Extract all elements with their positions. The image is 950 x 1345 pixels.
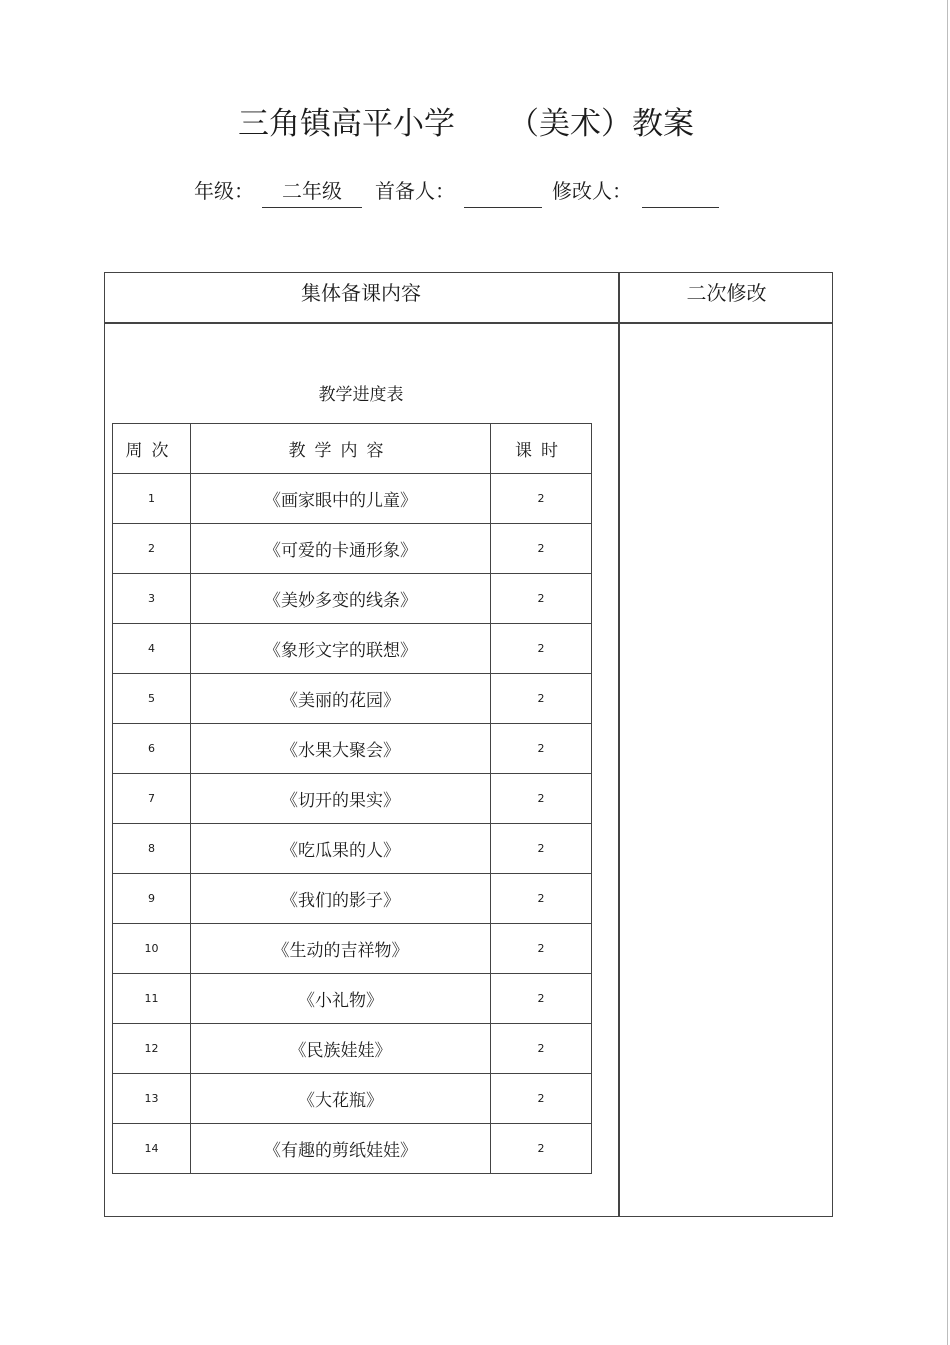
hours-cell: 2 — [491, 674, 592, 724]
frame-header-divider — [104, 322, 833, 324]
hours-cell: 2 — [491, 774, 592, 824]
week-cell: 6 — [113, 724, 191, 774]
week-cell: 4 — [113, 624, 191, 674]
schedule-title: 教学进度表 — [318, 385, 404, 405]
title-subject: （美术）教案 — [508, 106, 694, 142]
table-row — [113, 874, 592, 924]
hours-cell: 2 — [491, 874, 592, 924]
content-cell: 《画家眼中的儿童》 — [191, 474, 491, 524]
table-row — [113, 474, 592, 524]
second-revision-header: 二次修改 — [686, 281, 767, 305]
table-row — [113, 1124, 592, 1174]
frame-column-divider — [618, 272, 620, 1217]
content-cell: 《美妙多变的线条》 — [191, 574, 491, 624]
content-cell: 《水果大聚会》 — [191, 724, 491, 774]
content-cell: 《生动的吉祥物》 — [191, 924, 491, 974]
info-line — [0, 176, 950, 208]
hours-cell: 2 — [491, 824, 592, 874]
title-school: 三角镇高平小学 — [238, 106, 455, 142]
content-cell: 《民族娃娃》 — [191, 1024, 491, 1074]
schedule-table — [112, 423, 592, 1174]
header-content: 教学内容 — [191, 424, 491, 474]
content-cell: 《有趣的剪纸娃娃》 — [191, 1124, 491, 1174]
week-cell: 11 — [113, 974, 191, 1024]
grade-value[interactable]: 二年级 — [262, 176, 362, 208]
header-week: 周次 — [113, 424, 191, 474]
content-cell: 《切开的果实》 — [191, 774, 491, 824]
content-cell: 《大花瓶》 — [191, 1074, 491, 1124]
week-cell: 1 — [113, 474, 191, 524]
hours-cell: 2 — [491, 474, 592, 524]
week-cell: 3 — [113, 574, 191, 624]
table-row — [113, 1024, 592, 1074]
content-cell: 《可爱的卡通形象》 — [191, 524, 491, 574]
table-row — [113, 674, 592, 724]
hours-cell: 2 — [491, 1124, 592, 1174]
table-row — [113, 574, 592, 624]
table-row — [113, 1074, 592, 1124]
table-row — [113, 724, 592, 774]
hours-cell: 2 — [491, 924, 592, 974]
content-cell: 《小礼物》 — [191, 974, 491, 1024]
hours-cell: 2 — [491, 724, 592, 774]
week-cell: 7 — [113, 774, 191, 824]
collective-prep-header: 集体备课内容 — [301, 281, 421, 305]
preparer-label: 首备人： — [375, 179, 455, 203]
table-row — [113, 924, 592, 974]
hours-cell: 2 — [491, 524, 592, 574]
reviser-label: 修改人： — [552, 179, 632, 203]
week-cell: 9 — [113, 874, 191, 924]
content-cell: 《我们的影子》 — [191, 874, 491, 924]
content-cell: 《象形文字的联想》 — [191, 624, 491, 674]
hours-cell: 2 — [491, 974, 592, 1024]
header-hours: 课时 — [491, 424, 592, 474]
week-cell: 10 — [113, 924, 191, 974]
table-row — [113, 524, 592, 574]
hours-cell: 2 — [491, 1074, 592, 1124]
content-cell: 《吃瓜果的人》 — [191, 824, 491, 874]
schedule-header-row — [113, 424, 592, 474]
table-row — [113, 774, 592, 824]
preparer-field[interactable] — [464, 176, 542, 208]
hours-cell: 2 — [491, 624, 592, 674]
week-cell: 5 — [113, 674, 191, 724]
hours-cell: 2 — [491, 1024, 592, 1074]
grade-label: 年级： — [194, 179, 254, 203]
week-cell: 13 — [113, 1074, 191, 1124]
page-title — [0, 102, 950, 146]
week-cell: 14 — [113, 1124, 191, 1174]
week-cell: 8 — [113, 824, 191, 874]
table-row — [113, 974, 592, 1024]
table-row — [113, 824, 592, 874]
table-row — [113, 624, 592, 674]
reviser-field[interactable] — [642, 176, 719, 208]
week-cell: 2 — [113, 524, 191, 574]
week-cell: 12 — [113, 1024, 191, 1074]
content-cell: 《美丽的花园》 — [191, 674, 491, 724]
hours-cell: 2 — [491, 574, 592, 624]
